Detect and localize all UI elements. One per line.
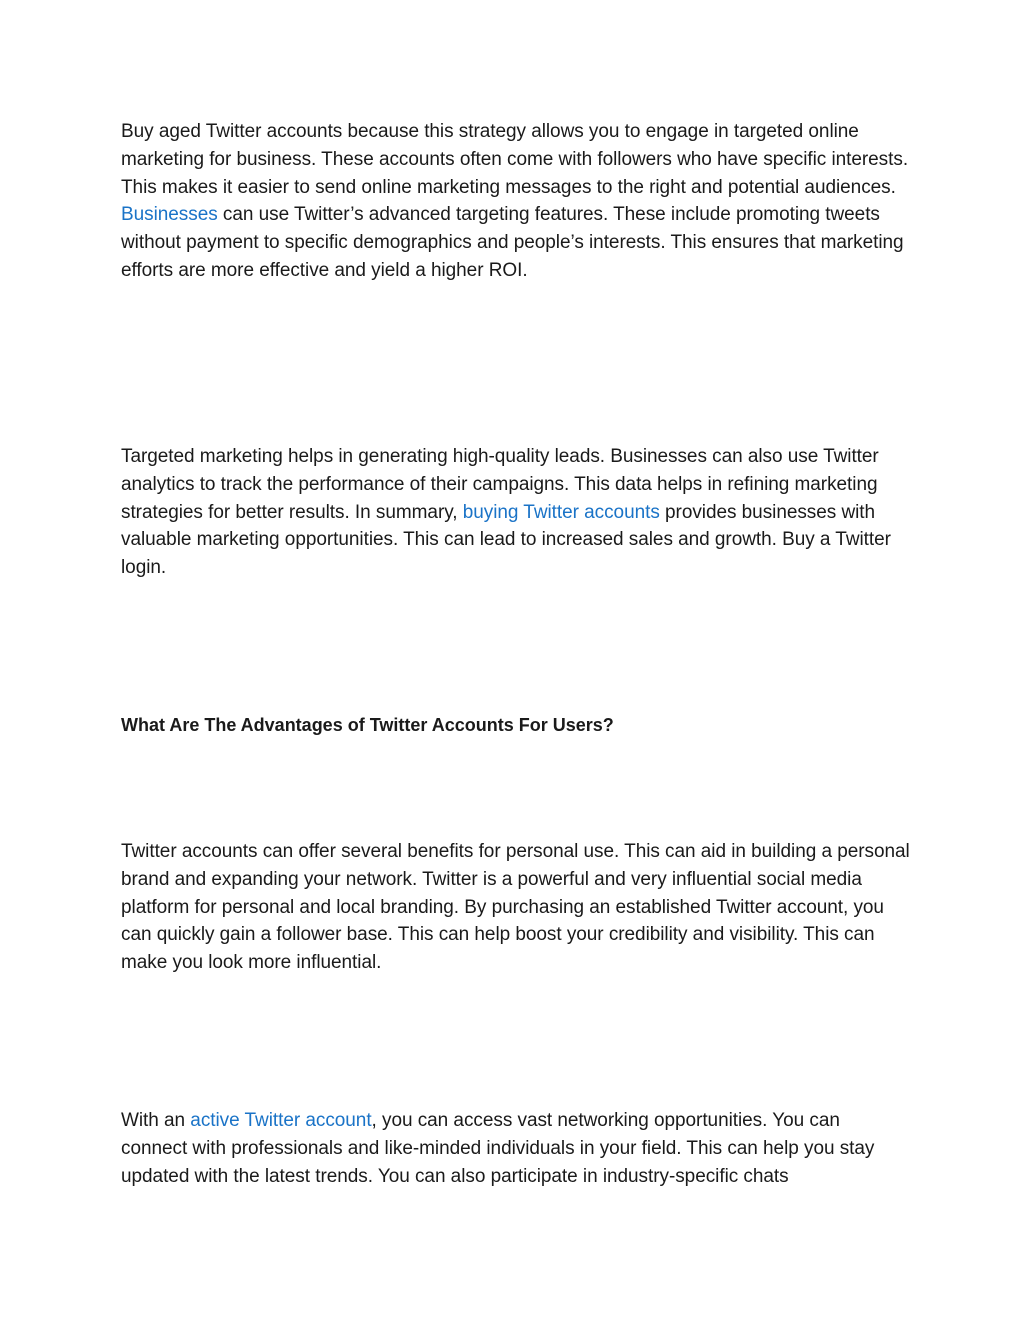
paragraph-text: provides businesses with valuable marketing opportunities. This can lead to increased sales and growth. Buy a Twitter login. xyxy=(121,501,891,579)
active-twitter-account-link[interactable]: active Twitter account xyxy=(190,1110,372,1131)
paragraph-personal-use xyxy=(121,838,911,977)
paragraph-lead-generation xyxy=(121,443,911,582)
paragraph-text: Twitter accounts can offer several benefits for personal use. This can aid in building a personal brand and expanding your network. Twitter is a powerful and very influential social media platform for personal and local branding. By purchasing an established Twitter account, you can quickly gain a follower base. This can help boost your credibility and visibility. This can make you look more influential. xyxy=(121,841,910,974)
buying-twitter-accounts-link[interactable]: buying Twitter accounts xyxy=(462,501,660,523)
businesses-link[interactable]: Businesses xyxy=(121,204,218,226)
section-heading: What Are The Advantages of Twitter Accounts For Users? xyxy=(121,715,614,735)
paragraph-text: can use Twitter’s advanced targeting features. These include promoting tweets without payment to specific demographics and people’s interests. This ensures that marketing efforts are more effective and yield a higher ROI. xyxy=(121,204,904,281)
paragraph-text: Targeted marketing helps in generating high-quality leads. Businesses can also use Twitter analytics to track the performance of their campaigns. This data helps in refining marketing strategies for better results. In summary, xyxy=(121,446,879,523)
paragraph-text: , you can access vast networking opportunities. You can connect with professionals and like-minded individuals in your field. This can help you stay updated with the latest trends. You can also participate in industry-specific chats xyxy=(121,1110,875,1187)
paragraph-targeted-marketing xyxy=(121,118,911,285)
paragraph-text: With an xyxy=(121,1110,191,1131)
paragraph-networking xyxy=(121,1107,911,1190)
paragraph-text: Buy aged Twitter accounts because this strategy allows you to engage in targeted online marketing for business. These accounts often come with followers who have specific interests. This makes it easier to send online marketing messages to the right and potential audiences. xyxy=(121,121,909,198)
